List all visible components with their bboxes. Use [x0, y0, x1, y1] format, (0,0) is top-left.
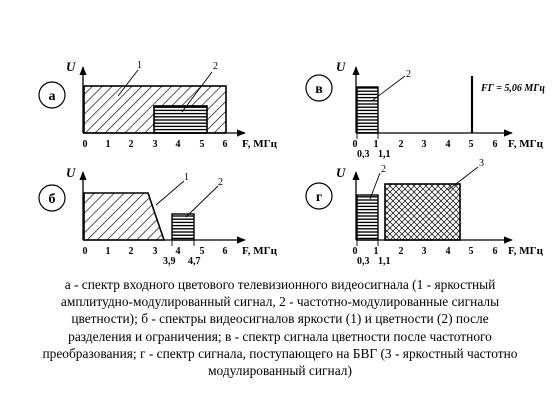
label-11: 1,1: [378, 149, 391, 160]
svg-text:4: 4: [175, 139, 181, 150]
svg-text:4: 4: [445, 246, 451, 257]
svg-text:3: 3: [152, 246, 158, 257]
f-label: F, МГц: [242, 138, 277, 150]
panel-letter: г: [315, 190, 323, 205]
svg-text:6: 6: [222, 246, 228, 257]
label-11: 1,1: [378, 256, 391, 267]
label-03: 0,3: [357, 256, 370, 267]
callout-1: 1: [184, 172, 189, 183]
panel-letter: а: [48, 89, 56, 104]
tick-labels: [83, 139, 228, 150]
chroma-spectrum: [172, 214, 194, 240]
u-label: U: [66, 165, 76, 180]
carrier-label: FГ = 5,06 МГц: [481, 83, 545, 94]
f-label: F, МГц: [242, 245, 277, 257]
tick-labels: [83, 246, 228, 257]
label-03: 0,3: [357, 149, 370, 160]
svg-text:2: 2: [398, 139, 404, 150]
luminance-spectrum: [84, 193, 164, 240]
svg-text:4: 4: [175, 246, 181, 257]
caption-line: разделения и ограничения; в - спектр сигнала цветности после частотного: [68, 328, 492, 344]
svg-text:1: 1: [373, 246, 379, 257]
svg-text:1: 1: [105, 139, 111, 150]
callout-line-2: [186, 186, 218, 217]
svg-text:0: 0: [352, 139, 358, 150]
panel-b: [39, 165, 278, 267]
svg-text:2: 2: [398, 246, 404, 257]
chroma-spectrum: [357, 87, 378, 133]
tick-labels: [353, 246, 498, 257]
label-47: 4,7: [188, 256, 201, 267]
panel-g: [306, 158, 544, 267]
svg-text:3: 3: [421, 246, 427, 257]
panel-letter: б: [48, 192, 56, 207]
svg-text:0: 0: [82, 139, 88, 150]
f-label: F, МГц: [508, 138, 543, 150]
label-39: 3,9: [163, 256, 176, 267]
u-label: U: [336, 165, 346, 180]
svg-text:6: 6: [492, 139, 498, 150]
chroma-spectrum: [357, 195, 378, 240]
svg-text:3: 3: [152, 139, 158, 150]
u-label: U: [336, 59, 346, 74]
svg-text:1: 1: [105, 246, 111, 257]
svg-text:2: 2: [128, 139, 134, 150]
caption-line: цветности); б - спектры видеосигналов яркости (1) и цветности (2) после: [71, 311, 489, 327]
chroma-spectrum: [154, 106, 207, 133]
svg-text:5: 5: [468, 246, 474, 257]
callout-2: 2: [381, 164, 386, 175]
luminance-fm-spectrum: [385, 184, 460, 240]
callout-2: 2: [213, 61, 218, 72]
caption-line: а - спектр входного цветового телевизионного видеосигнала (1 - яркостный: [64, 277, 496, 292]
tick-labels: [353, 139, 498, 150]
panel-letter: в: [315, 82, 323, 97]
svg-text:4: 4: [445, 139, 451, 150]
svg-text:1: 1: [373, 139, 379, 150]
callout-line-3: [448, 167, 478, 190]
panel-a: [39, 59, 278, 150]
svg-text:0: 0: [82, 246, 88, 257]
svg-text:5: 5: [468, 139, 474, 150]
callout-2: 2: [218, 177, 223, 188]
svg-text:5: 5: [199, 246, 205, 257]
svg-text:2: 2: [128, 246, 134, 257]
svg-text:5: 5: [199, 139, 205, 150]
caption-line: преобразования; г - спектр сигнала, поступающего на БВГ (3 - яркостный частотно: [42, 345, 518, 361]
svg-text:3: 3: [421, 139, 427, 150]
u-label: U: [66, 59, 76, 74]
callout-1: 1: [137, 60, 142, 71]
f-label: F, МГц: [508, 245, 543, 257]
caption-line: амплитудно-модулированный сигнал, 2 - частотно-модулированные сигналы: [60, 294, 500, 310]
caption-line: модулированный сигнал): [208, 363, 352, 379]
callout-line-1: [156, 181, 184, 205]
figure-caption: [30, 276, 530, 379]
panel-v: [306, 59, 545, 160]
callout-2: 2: [406, 69, 411, 80]
svg-text:6: 6: [492, 246, 498, 257]
svg-text:6: 6: [222, 139, 228, 150]
callout-3: 3: [479, 158, 484, 169]
svg-text:0: 0: [352, 246, 358, 257]
